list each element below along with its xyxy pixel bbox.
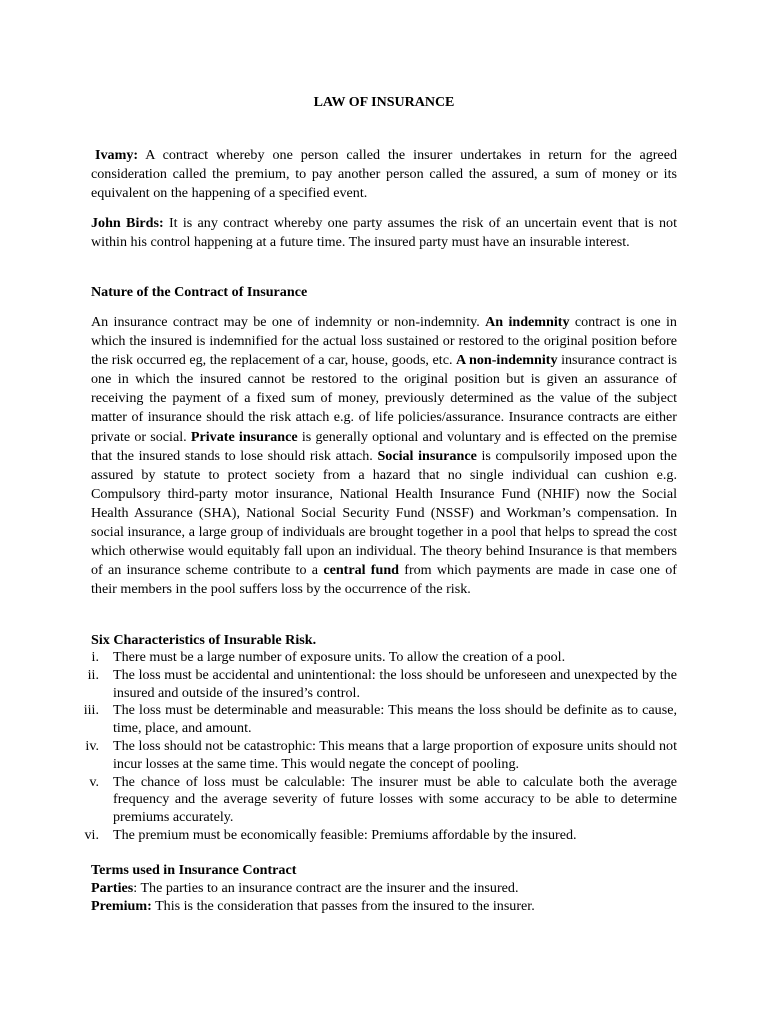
list-text: The loss must be determinable and measurable: This means the loss should be definite as to cause, time, place, and amount. [113,702,677,737]
list-number: iv. [85,737,99,754]
non-indemnity-term: A non-indemnity [456,352,558,369]
list-item [91,774,677,827]
list-text: The loss must be accidental and unintentional: the loss should be unforeseen and unexpected by the insured and outside of the insured’s control. [113,666,677,701]
nature-text: is compulsorily imposed upon the assured by statute to protect society from a hazard that no single individual can cushion e.g. Compulsory third-party motor insurance, National Health Insurance Fund (NHIF) now the Social Health Assurance (SHA), National Social Security Fund (NSSF) and Workman’s compensation. In social insurance, a large group of individuals are brought together in a pool that helps to spread the cost which otherwise would equitably fall upon an individual. The theory behind Insurance is that members of an insurance scheme contribute to a [91,447,678,579]
terms-heading: Terms used in Insurance Contract [91,862,297,878]
characteristics-heading: Six Characteristics of Insurable Risk. [91,632,317,648]
list-item [87,666,677,703]
definition-term: Ivamy: [95,147,139,163]
definition-john-birds [91,214,677,252]
definition-text: It is any contract whereby one party assumes the risk of an uncertain event that is not within his control happening at a future time. The insured party must have an insurable interest. [91,215,677,251]
parties-label: Parties [91,879,134,896]
nature-text: insurance contract is one in which the insured cannot be restored to the original position but is given an assurance of receiving the payment of a fixed sum of money, previously determined as the value of the subject matter of insurance should the risk attach e.g. of life policies/assurance. Insurance contracts are either private or social. [91,352,677,445]
characteristics-list [83,649,677,845]
list-item [83,702,677,738]
list-text: The chance of loss must be calculable: The insurer must be able to calculate both the average frequency and the average severity of future losses with some accuracy to be able to determine premiums accurately. [113,773,677,826]
nature-text: An insurance contract may be one of indemnity or non-indemnity. [91,314,486,330]
nature-heading: Nature of the Contract of Insurance [91,284,308,300]
list-number: vi. [84,826,99,843]
nature-text: from which payments are made in case one of their members in the pool suffers loss by the occurrence of the risk. [91,562,678,598]
private-insurance-term: Private insurance [190,428,298,445]
terms-section [91,862,677,915]
list-number: ii. [87,666,99,683]
definition-text: A contract whereby one person called the insurer undertakes in return for the agreed consideration called the premium, to pay another person called the assured, a sum of money or its equivalent on the happening of a specified event. [91,147,677,202]
list-number: v. [89,773,99,790]
social-insurance-term: Social insurance [377,447,477,464]
premium-text: This is the consideration that passes from the insured to the insurer. [151,897,535,914]
list-number: i. [91,649,99,665]
definition-term: John Birds: [91,215,164,231]
nature-text: contract is one in which the insured is indemnified for the actual loss sustained or restored to the original position before the risk occurred eg, the replacement of a car, house, goods, etc. [91,314,677,369]
indemnity-term: An indemnity [485,314,570,330]
nature-text: is generally optional and voluntary and is effected on the premise that the insured stands to lose should risk attach. [91,428,678,464]
terms-premium [91,898,677,916]
list-item [84,826,677,845]
list-text: There must be a large number of exposure units. To allow the creation of a pool. [113,649,566,665]
central-fund-term: central fund [323,562,400,579]
premium-label: Premium: [91,897,152,914]
list-number: iii. [83,702,99,719]
terms-parties [91,880,677,898]
parties-text: : The parties to an insurance contract are the insurer and the insured. [133,879,519,896]
nature-paragraph [91,313,677,599]
list-item [85,737,677,774]
list-text: The loss should not be catastrophic: This means that a large proportion of exposure units should not incur losses at the same time. This would negate the concept of pooling. [113,737,677,772]
definition-ivamy [91,146,677,203]
list-item [91,649,677,667]
list-text: The premium must be economically feasible: Premiums affordable by the insured. [113,826,577,843]
document-title: LAW OF INSURANCE [313,95,455,110]
